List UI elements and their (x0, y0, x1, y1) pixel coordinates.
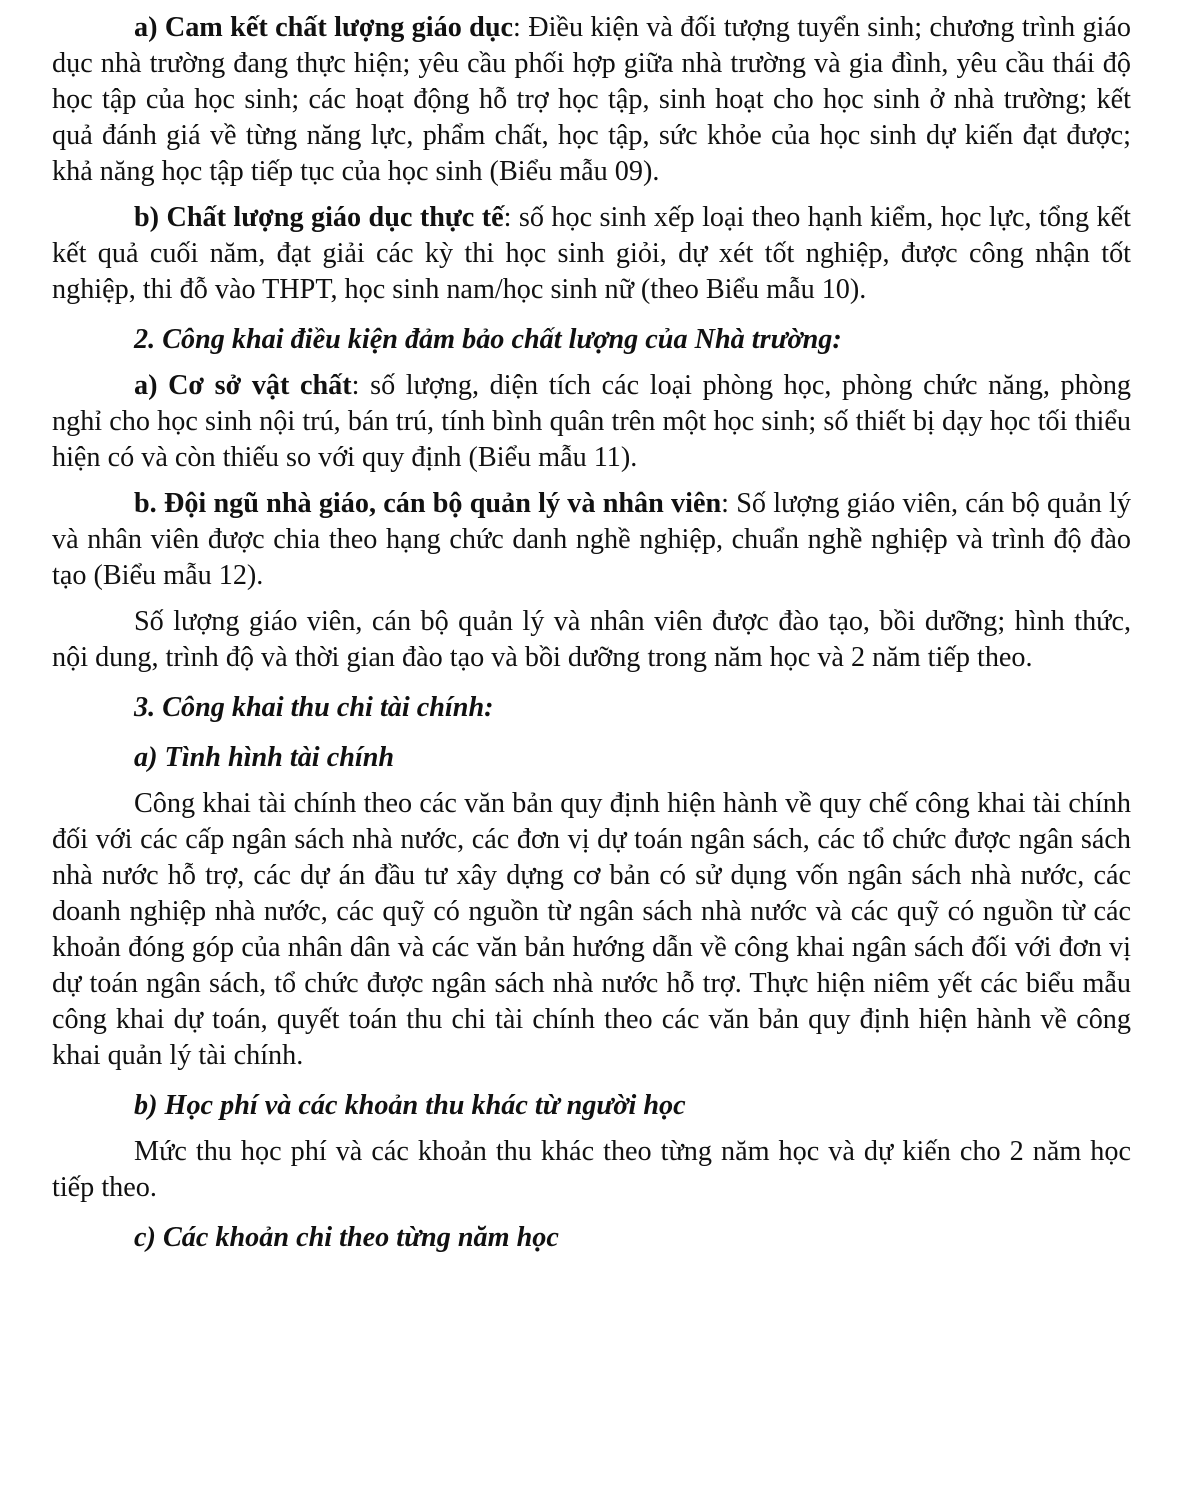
paragraph-staff-title: b. Đội ngũ nhà giáo, cán bộ quản lý và nhân viên (134, 488, 722, 519)
paragraph-facilities-title: a) Cơ sở vật chất (134, 370, 352, 401)
paragraph-facilities (52, 368, 1131, 476)
subheading-tuition-fees: b) Học phí và các khoản thu khác từ người học (134, 1090, 686, 1121)
paragraph-facilities-text: : số lượng, diện tích các loại phòng học, phòng chức năng, phòng nghỉ cho học sinh nội trú, bán trú, tính bình quân trên một học sinh; số thiết bị dạy học tối thiểu hiện có và còn thiếu so với quy định (Biểu mẫu 11). (52, 370, 1132, 473)
paragraph-staff-text: : Số lượng giáo viên, cán bộ quản lý và nhân viên được chia theo hạng chức danh nghề nghiệp, chuẩn nghề nghiệp và trình độ đào tạo (Biểu mẫu 12). (52, 488, 1131, 591)
paragraph-staff-training: Số lượng giáo viên, cán bộ quản lý và nhân viên được đào tạo, bồi dưỡng; hình thức, nội dung, trình độ và thời gian đào tạo và bồi dưỡng trong năm học và 2 năm tiếp theo. (52, 606, 1131, 673)
paragraph-actual-quality-title: b) Chất lượng giáo dục thực tế (134, 202, 504, 233)
paragraph-education-commitment-text: : Điều kiện và đối tượng tuyển sinh; chương trình giáo dục nhà trường đang thực hiện; yêu cầu phối hợp giữa nhà trường và gia đình, yêu cầu thái độ học tập của học sinh; các hoạt động hỗ trợ học tập, sinh hoạt cho học sinh ở nhà trường; kết quả đánh giá về từng năng lực, phẩm chất, học tập, sức khỏe của học sinh dự kiến đạt được; khả năng học tập tiếp tục của học sinh (Biểu mẫu 09). (52, 12, 1131, 187)
subheading-financial-status: a) Tình hình tài chính (134, 742, 395, 773)
section-2-heading: 2. Công khai điều kiện đảm bảo chất lượng của Nhà trường: (134, 324, 842, 355)
subheading-expenses: c) Các khoản chi theo từng năm học (134, 1222, 559, 1253)
paragraph-education-commitment (52, 10, 1131, 190)
paragraph-financial-disclosure: Công khai tài chính theo các văn bản quy định hiện hành về quy chế công khai tài chính đối với các cấp ngân sách nhà nước, các đơn vị dự toán ngân sách, các tổ chức được ngân sách nhà nước hỗ trợ, các dự án đầu tư xây dựng cơ bản có sử dụng vốn ngân sách nhà nước, các doanh nghiệp nhà nước, các quỹ có nguồn từ ngân sách nhà nước và các quỹ có nguồn từ các khoản đóng góp của nhân dân và các văn bản hướng dẫn về công khai ngân sách đối với đơn vị dự toán ngân sách, tổ chức được ngân sách nhà nước hỗ trợ. Thực hiện niêm yết các biểu mẫu công khai dự toán, quyết toán thu chi tài chính theo các văn bản quy định hiện hành về công khai quản lý tài chính. (52, 788, 1131, 1071)
paragraph-actual-quality-text: : số học sinh xếp loại theo hạnh kiểm, học lực, tổng kết kết quả cuối năm, đạt giải các kỳ thi học sinh giỏi, dự xét tốt nghiệp, được công nhận tốt nghiệp, thi đỗ vào THPT, học sinh nam/học sinh nữ (theo Biểu mẫu 10). (52, 202, 1131, 305)
paragraph-education-commitment-title: a) Cam kết chất lượng giáo dục (134, 12, 514, 43)
paragraph-tuition-fees: Mức thu học phí và các khoản thu khác theo từng năm học và dự kiến cho 2 năm học tiếp theo. (52, 1136, 1131, 1203)
section-3-heading: 3. Công khai thu chi tài chính: (134, 692, 494, 723)
paragraph-staff (52, 486, 1131, 594)
paragraph-actual-quality (52, 200, 1131, 308)
